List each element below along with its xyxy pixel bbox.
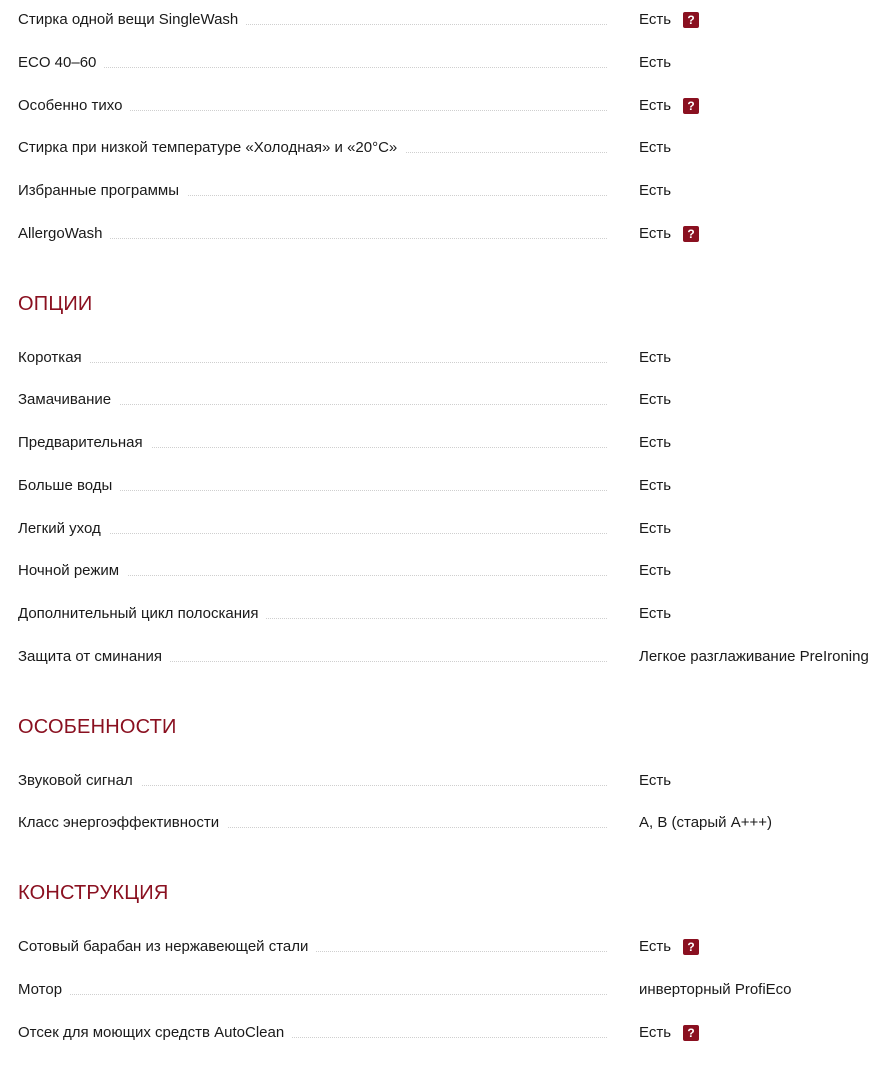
help-icon[interactable]: ? [683, 1025, 699, 1041]
spec-row [18, 347, 892, 369]
spec-label: Особенно тихо [18, 95, 130, 117]
spec-row [18, 475, 892, 497]
spec-row [18, 137, 892, 159]
section-title-features: ОСОБЕННОСТИ [18, 716, 177, 738]
spec-row [18, 560, 892, 582]
dotted-leader [18, 67, 607, 68]
spec-label: AllergoWash [18, 223, 110, 245]
spec-value: Есть [639, 97, 672, 114]
spec-label: Класс энергоэффективности [18, 812, 227, 834]
spec-value: Есть [639, 434, 672, 451]
spec-row [18, 812, 892, 834]
spec-label: Стирка одной вещи SingleWash [18, 9, 246, 31]
spec-value: Есть [639, 139, 672, 156]
spec-label: Сотовый барабан из нержавеющей стали [18, 936, 316, 958]
spec-row [18, 936, 892, 958]
spec-label: Звуковой сигнал [18, 770, 141, 792]
spec-value: Есть [639, 11, 672, 28]
spec-row [18, 223, 892, 245]
spec-row [18, 518, 892, 540]
spec-value: Есть [639, 1024, 672, 1041]
spec-row [18, 979, 892, 1001]
spec-value: Есть [639, 182, 672, 199]
spec-row [18, 603, 892, 625]
section-title-options: ОПЦИИ [18, 293, 93, 315]
spec-row [18, 1022, 892, 1044]
spec-value: Легкое разглаживание PreIroning [639, 648, 869, 665]
dotted-leader [18, 994, 607, 995]
spec-row [18, 95, 892, 117]
spec-label: Мотор [18, 979, 70, 1001]
spec-label: Дополнительный цикл полоскания [18, 603, 266, 625]
spec-value: Есть [639, 54, 672, 71]
spec-label: Больше воды [18, 475, 120, 497]
spec-value: Есть [639, 349, 672, 366]
spec-value: Есть [639, 562, 672, 579]
help-icon[interactable]: ? [683, 98, 699, 114]
spec-row [18, 9, 892, 31]
spec-row [18, 770, 892, 792]
spec-label: Защита от сминания [18, 646, 170, 668]
spec-row [18, 389, 892, 411]
spec-value: Есть [639, 520, 672, 537]
spec-row [18, 180, 892, 202]
spec-label: Избранные программы [18, 180, 187, 202]
spec-row [18, 52, 892, 74]
help-icon[interactable]: ? [683, 226, 699, 242]
spec-row [18, 646, 892, 668]
spec-row [18, 432, 892, 454]
help-icon[interactable]: ? [683, 12, 699, 28]
spec-label: Легкий уход [18, 518, 109, 540]
section-title-construction: КОНСТРУКЦИЯ [18, 882, 169, 904]
spec-value: Есть [639, 938, 672, 955]
help-icon[interactable]: ? [683, 939, 699, 955]
spec-value: Есть [639, 477, 672, 494]
spec-label: Отсек для моющих средств AutoClean [18, 1022, 292, 1044]
spec-label: Замачивание [18, 389, 119, 411]
spec-value: А, В (старый А+++) [639, 814, 773, 831]
spec-label: Стирка при низкой температуре «Холодная» и «20°C» [18, 137, 405, 159]
spec-label: Ночной режим [18, 560, 127, 582]
spec-label: ECO 40–60 [18, 52, 104, 74]
spec-value: Есть [639, 225, 672, 242]
spec-value: Есть [639, 605, 672, 622]
spec-value: Есть [639, 772, 672, 789]
spec-value: инверторный ProfiEco [639, 981, 792, 998]
spec-label: Предварительная [18, 432, 151, 454]
spec-label: Короткая [18, 347, 90, 369]
spec-value: Есть [639, 391, 672, 408]
dotted-leader [18, 362, 607, 363]
